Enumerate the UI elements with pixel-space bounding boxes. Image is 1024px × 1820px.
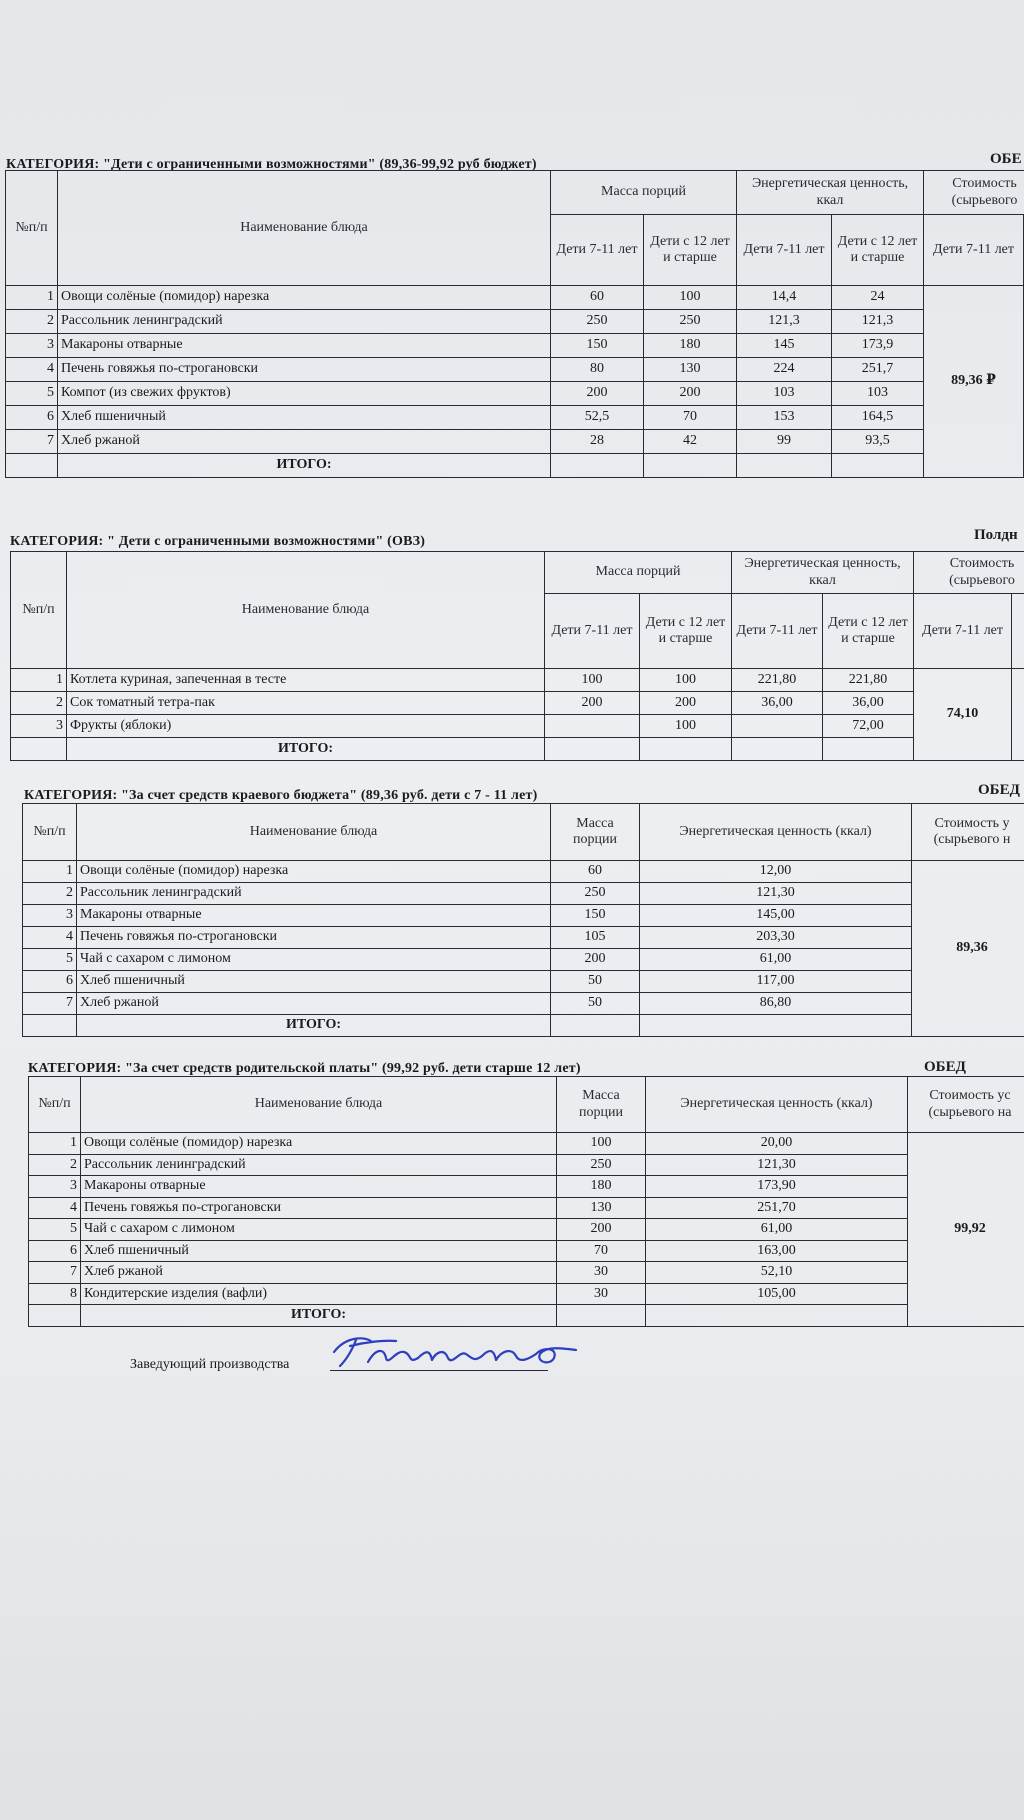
category-title-2: КАТЕГОРИЯ: " Дети с ограниченными возможностями" (ОВЗ) xyxy=(10,534,426,549)
dish-name: Котлета куриная, запеченная в тесте xyxy=(67,669,545,692)
dish-name: Печень говяжья по-строгановски xyxy=(81,1197,557,1219)
energy-7-11: 14,4 xyxy=(737,286,832,310)
portion-mass: 250 xyxy=(551,883,640,905)
table-row xyxy=(11,669,1024,692)
portion-mass: 70 xyxy=(557,1240,646,1262)
row-number: 7 xyxy=(29,1262,81,1284)
signature-label: Заведующий производства xyxy=(130,1357,290,1372)
table-row xyxy=(23,971,1024,993)
table-row xyxy=(6,310,1024,334)
category-title-3: КАТЕГОРИЯ: "За счет средств краевого бюджета" (89,36 руб. дети с 7 - 11 лет) xyxy=(24,788,538,803)
mass-7-11: 150 xyxy=(551,334,644,358)
mass-7-11: 200 xyxy=(545,692,640,715)
header-num: №п/п xyxy=(11,552,67,669)
dish-name: Печень говяжья по-строгановски xyxy=(58,358,551,382)
energy-value: 121,30 xyxy=(646,1154,908,1176)
row-number: 4 xyxy=(29,1197,81,1219)
header-dish-name: Наименование блюда xyxy=(81,1077,557,1133)
portion-mass: 100 xyxy=(557,1133,646,1155)
energy-12: 121,3 xyxy=(832,310,924,334)
header-energy: Энергетическая ценность (ккал) xyxy=(640,804,912,861)
menu-table-2 xyxy=(10,551,1024,761)
header-dish-name: Наименование блюда xyxy=(77,804,551,861)
row-number: 8 xyxy=(29,1283,81,1305)
dish-name: Овощи солёные (помидор) нарезка xyxy=(81,1133,557,1155)
table-row xyxy=(6,334,1024,358)
total-label: ИТОГО: xyxy=(77,1015,551,1037)
energy-value: 105,00 xyxy=(646,1283,908,1305)
row-number: 1 xyxy=(29,1133,81,1155)
mass-7-11: 28 xyxy=(551,430,644,454)
mass-12: 130 xyxy=(644,358,737,382)
table-row xyxy=(29,1176,1024,1198)
mass-12: 70 xyxy=(644,406,737,430)
row-number: 2 xyxy=(23,883,77,905)
header-mass: Масса порции xyxy=(551,804,640,861)
table-row xyxy=(23,861,1024,883)
row-number: 4 xyxy=(6,358,58,382)
price-cell: 74,10 xyxy=(914,669,1012,761)
dish-name: Макароны отварные xyxy=(58,334,551,358)
energy-12: 103 xyxy=(832,382,924,406)
energy-12: 164,5 xyxy=(832,406,924,430)
total-empty xyxy=(551,1015,640,1037)
table-row xyxy=(11,715,1024,738)
total-label: ИТОГО: xyxy=(81,1305,557,1327)
price-cell: 99,92 xyxy=(908,1133,1024,1327)
dish-name: Хлеб ржаной xyxy=(81,1262,557,1284)
energy-value: 251,70 xyxy=(646,1197,908,1219)
row-number: 3 xyxy=(23,905,77,927)
energy-value: 163,00 xyxy=(646,1240,908,1262)
energy-value: 61,00 xyxy=(646,1219,908,1241)
header-kids-12: Дети с 12 лет и старше xyxy=(823,594,914,669)
table-row xyxy=(29,1262,1024,1284)
row-number: 3 xyxy=(11,715,67,738)
mass-7-11: 60 xyxy=(551,286,644,310)
dish-name: Чай с сахаром с лимоном xyxy=(77,949,551,971)
mass-12: 200 xyxy=(644,382,737,406)
portion-mass: 105 xyxy=(551,927,640,949)
dish-name: Хлеб пшеничный xyxy=(77,971,551,993)
mass-7-11 xyxy=(545,715,640,738)
row-number: 6 xyxy=(29,1240,81,1262)
energy-value: 86,80 xyxy=(640,993,912,1015)
price-cell: 89,36 xyxy=(912,861,1024,1037)
dish-name: Сок томатный тетра-пак xyxy=(67,692,545,715)
portion-mass: 30 xyxy=(557,1262,646,1284)
header-mass: Масса порций xyxy=(551,171,737,215)
dish-name: Чай с сахаром с лимоном xyxy=(81,1219,557,1241)
portion-mass: 250 xyxy=(557,1154,646,1176)
row-number: 6 xyxy=(6,406,58,430)
row-number: 3 xyxy=(6,334,58,358)
header-cost: Стоимость у (сырьевого н xyxy=(912,804,1024,861)
table-row xyxy=(6,430,1024,454)
dish-name: Овощи солёные (помидор) нарезка xyxy=(77,861,551,883)
energy-7-11: 224 xyxy=(737,358,832,382)
energy-value: 173,90 xyxy=(646,1176,908,1198)
category-title-4: КАТЕГОРИЯ: "За счет средств родительской платы" (99,92 руб. дети старше 12 лет) xyxy=(28,1061,581,1076)
dish-name: Компот (из свежих фруктов) xyxy=(58,382,551,406)
row-number: 4 xyxy=(23,927,77,949)
dish-name: Хлеб ржаной xyxy=(58,430,551,454)
portion-mass: 50 xyxy=(551,971,640,993)
meal-label-2: Полдн xyxy=(974,527,1018,543)
table-row xyxy=(23,927,1024,949)
energy-7-11: 153 xyxy=(737,406,832,430)
energy-7-11: 145 xyxy=(737,334,832,358)
energy-12: 24 xyxy=(832,286,924,310)
portion-mass: 150 xyxy=(551,905,640,927)
mass-12: 100 xyxy=(640,669,732,692)
total-row xyxy=(6,454,1024,478)
header-cut xyxy=(1012,594,1024,669)
mass-12: 250 xyxy=(644,310,737,334)
energy-12: 251,7 xyxy=(832,358,924,382)
dish-name: Рассольник ленинградский xyxy=(77,883,551,905)
table-row xyxy=(23,883,1024,905)
row-number: 7 xyxy=(6,430,58,454)
row-number: 3 xyxy=(29,1176,81,1198)
portion-mass: 200 xyxy=(557,1219,646,1241)
table-row xyxy=(6,286,1024,310)
mass-12: 100 xyxy=(644,286,737,310)
table-row xyxy=(29,1133,1024,1155)
meal-label-1: ОБЕ xyxy=(990,151,1022,167)
portion-mass: 200 xyxy=(551,949,640,971)
header-kids-7-11: Дети 7-11 лет xyxy=(737,215,832,286)
energy-7-11: 99 xyxy=(737,430,832,454)
header-num: №п/п xyxy=(6,171,58,286)
table-row xyxy=(29,1154,1024,1176)
dish-name: Овощи солёные (помидор) нарезка xyxy=(58,286,551,310)
dish-name: Хлеб ржаной xyxy=(77,993,551,1015)
header-kids-12: Дети с 12 лет и старше xyxy=(832,215,924,286)
energy-value: 203,30 xyxy=(640,927,912,949)
row-number: 1 xyxy=(11,669,67,692)
table-row xyxy=(23,905,1024,927)
header-kids-7-11: Дети 7-11 лет xyxy=(551,215,644,286)
header-cost: Стоимость ус (сырьевого на xyxy=(908,1077,1024,1133)
header-num: №п/п xyxy=(23,804,77,861)
row-number: 5 xyxy=(29,1219,81,1241)
mass-7-11: 80 xyxy=(551,358,644,382)
handwritten-signature xyxy=(326,1332,588,1372)
energy-12: 93,5 xyxy=(832,430,924,454)
energy-12: 173,9 xyxy=(832,334,924,358)
table-row xyxy=(29,1197,1024,1219)
total-label: ИТОГО: xyxy=(58,454,551,478)
meal-label-3: ОБЕД xyxy=(978,782,1020,798)
total-row xyxy=(23,1015,1024,1037)
header-dish-name: Наименование блюда xyxy=(67,552,545,669)
dish-name: Макароны отварные xyxy=(77,905,551,927)
header-dish-name: Наименование блюда xyxy=(58,171,551,286)
total-empty xyxy=(832,454,924,478)
meal-label-4: ОБЕД xyxy=(924,1059,966,1075)
mass-7-11: 200 xyxy=(551,382,644,406)
dish-name: Макароны отварные xyxy=(81,1176,557,1198)
menu-table-4 xyxy=(28,1076,1024,1327)
category-title-1: КАТЕГОРИЯ: "Дети с ограниченными возможностями" (89,36-99,92 руб бюджет) xyxy=(6,157,537,172)
header-mass: Масса порций xyxy=(545,552,732,594)
energy-7-11 xyxy=(732,715,823,738)
energy-7-11: 103 xyxy=(737,382,832,406)
table-row xyxy=(6,406,1024,430)
table-row xyxy=(29,1240,1024,1262)
energy-value: 145,00 xyxy=(640,905,912,927)
dish-name: Хлеб пшеничный xyxy=(81,1240,557,1262)
total-empty xyxy=(551,454,644,478)
dish-name: Рассольник ленинградский xyxy=(81,1154,557,1176)
mass-7-11: 100 xyxy=(545,669,640,692)
dish-name: Фрукты (яблоки) xyxy=(67,715,545,738)
dish-name: Рассольник ленинградский xyxy=(58,310,551,334)
total-empty xyxy=(646,1305,908,1327)
total-empty xyxy=(640,1015,912,1037)
table-row xyxy=(29,1283,1024,1305)
total-empty xyxy=(644,454,737,478)
row-number: 1 xyxy=(6,286,58,310)
energy-value: 52,10 xyxy=(646,1262,908,1284)
table-row xyxy=(23,993,1024,1015)
table-row xyxy=(6,382,1024,406)
row-number: 6 xyxy=(23,971,77,993)
header-kids-12: Дети с 12 лет и старше xyxy=(644,215,737,286)
total-empty xyxy=(737,454,832,478)
total-empty xyxy=(640,738,732,761)
total-row xyxy=(29,1305,1024,1327)
table-row xyxy=(6,358,1024,382)
total-empty xyxy=(823,738,914,761)
cost-cut-cell xyxy=(1012,669,1024,761)
total-empty xyxy=(732,738,823,761)
total-empty xyxy=(545,738,640,761)
table-row xyxy=(23,949,1024,971)
header-mass: Масса порции xyxy=(557,1077,646,1133)
mass-12: 200 xyxy=(640,692,732,715)
dish-name: Кондитерские изделия (вафли) xyxy=(81,1283,557,1305)
total-label: ИТОГО: xyxy=(67,738,545,761)
mass-12: 42 xyxy=(644,430,737,454)
portion-mass: 180 xyxy=(557,1176,646,1198)
price-cell: 89,36 ₽ xyxy=(924,286,1024,478)
header-kids-12: Дети с 12 лет и старше xyxy=(640,594,732,669)
energy-value: 117,00 xyxy=(640,971,912,993)
total-empty xyxy=(29,1305,81,1327)
header-kids-7-11: Дети 7-11 лет xyxy=(924,215,1024,286)
row-number: 2 xyxy=(6,310,58,334)
energy-value: 20,00 xyxy=(646,1133,908,1155)
row-number: 1 xyxy=(23,861,77,883)
dish-name: Печень говяжья по-строгановски xyxy=(77,927,551,949)
total-empty xyxy=(557,1305,646,1327)
header-cost: Стоимость (сырьевого xyxy=(914,552,1024,594)
table-row xyxy=(11,692,1024,715)
energy-7-11: 221,80 xyxy=(732,669,823,692)
header-energy: Энергетическая ценность (ккал) xyxy=(646,1077,908,1133)
energy-7-11: 36,00 xyxy=(732,692,823,715)
energy-7-11: 121,3 xyxy=(737,310,832,334)
header-energy: Энергетическая ценность, ккал xyxy=(732,552,914,594)
portion-mass: 130 xyxy=(557,1197,646,1219)
portion-mass: 60 xyxy=(551,861,640,883)
menu-table-3 xyxy=(22,803,1024,1037)
row-number: 2 xyxy=(29,1154,81,1176)
total-empty xyxy=(11,738,67,761)
energy-12: 221,80 xyxy=(823,669,914,692)
mass-12: 180 xyxy=(644,334,737,358)
menu-table-1 xyxy=(5,170,1024,478)
header-kids-7-11: Дети 7-11 лет xyxy=(914,594,1012,669)
header-energy: Энергетическая ценность, ккал xyxy=(737,171,924,215)
energy-12: 36,00 xyxy=(823,692,914,715)
energy-12: 72,00 xyxy=(823,715,914,738)
total-row xyxy=(11,738,1024,761)
energy-value: 121,30 xyxy=(640,883,912,905)
header-num: №п/п xyxy=(29,1077,81,1133)
total-empty xyxy=(6,454,58,478)
mass-7-11: 250 xyxy=(551,310,644,334)
total-empty xyxy=(23,1015,77,1037)
mass-12: 100 xyxy=(640,715,732,738)
row-number: 2 xyxy=(11,692,67,715)
row-number: 5 xyxy=(23,949,77,971)
energy-value: 61,00 xyxy=(640,949,912,971)
row-number: 5 xyxy=(6,382,58,406)
energy-value: 12,00 xyxy=(640,861,912,883)
dish-name: Хлеб пшеничный xyxy=(58,406,551,430)
row-number: 7 xyxy=(23,993,77,1015)
header-kids-7-11: Дети 7-11 лет xyxy=(545,594,640,669)
header-kids-7-11: Дети 7-11 лет xyxy=(732,594,823,669)
portion-mass: 50 xyxy=(551,993,640,1015)
header-cost: Стоимость (сырьевого xyxy=(924,171,1024,215)
mass-7-11: 52,5 xyxy=(551,406,644,430)
table-row xyxy=(29,1219,1024,1241)
portion-mass: 30 xyxy=(557,1283,646,1305)
